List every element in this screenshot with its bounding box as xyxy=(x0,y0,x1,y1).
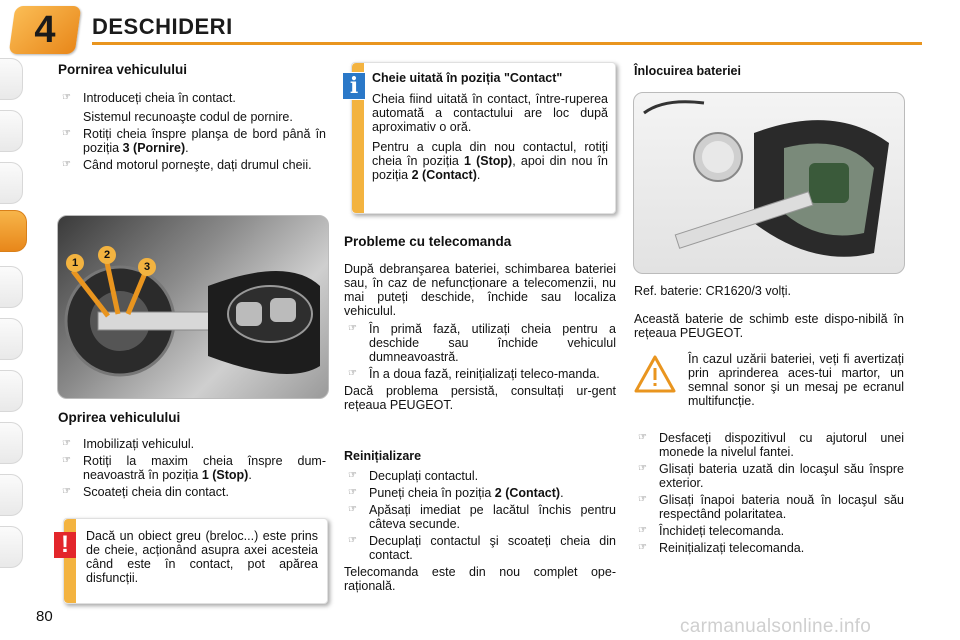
list-item: ☞ Apăsați imediat pe lacătul închis pentru câteva secunde. xyxy=(348,503,616,531)
list-item: ☞ Introduceți cheia în contact. Sistemul recunoaşte codul de pornire. xyxy=(62,91,293,124)
reinit-section xyxy=(344,449,616,593)
side-tab-6[interactable] xyxy=(0,318,23,360)
key-position-label-3: 3 xyxy=(138,258,156,276)
key-position-label-1: 1 xyxy=(66,254,84,272)
side-tab-4-active[interactable] xyxy=(0,210,27,252)
list-item: ☞ Glisați bateria uzată din locaşul său înspre exterior. xyxy=(638,462,904,490)
pointing-hand-icon: ☞ xyxy=(348,470,357,481)
remote-list xyxy=(344,322,616,381)
start-heading: Pornirea vehiculului xyxy=(58,62,188,77)
pointing-hand-icon: ☞ xyxy=(62,128,71,139)
pointing-hand-icon: ☞ xyxy=(348,535,357,546)
chapter-side-tabs xyxy=(0,58,34,578)
side-tab-7[interactable] xyxy=(0,370,23,412)
list-item: ☞ Reinițializați telecomanda. xyxy=(638,541,805,555)
reinit-heading: Reinițializare xyxy=(344,449,422,463)
battery-warning: În cazul uzării bateriei, veți fi avertizați prin aprinderea aces-tui martor, un semnal sonor şi un mesaj pe ecranul multifuncție. xyxy=(688,352,904,408)
ignition-key-illustration xyxy=(58,216,328,398)
pointing-hand-icon: ☞ xyxy=(638,494,647,505)
key-position-label-2: 2 xyxy=(98,246,116,264)
warning-box xyxy=(63,518,328,604)
battery-dispose: Această baterie de schimb este dispo-nibilă în rețeaua PEUGEOT. xyxy=(634,312,904,340)
remote-intro: După debranşarea bateriei, schimbarea bateriei sau, în caz de nefuncționare a telecomenzii, nu mai puteți deschide, închide sau localiza vehiculul. xyxy=(344,262,616,318)
pointing-hand-icon: ☞ xyxy=(638,525,647,536)
pointing-hand-icon: ☞ xyxy=(62,486,71,497)
stop-list xyxy=(58,437,326,499)
pointing-hand-icon: ☞ xyxy=(348,323,357,334)
warning-triangle-icon xyxy=(634,354,676,394)
battery-replacement-image xyxy=(633,92,905,274)
list-item: ☞ În a doua fază, reinițializați teleco-manda. xyxy=(348,367,600,381)
info-title: Cheie uitată în poziția "Contact" xyxy=(372,71,563,85)
list-item: ☞ Imobilizați vehiculul. xyxy=(62,437,195,451)
pointing-hand-icon: ☞ xyxy=(638,463,647,474)
list-item: ☞ Rotiți cheia înspre planşa de bord până în poziția 3 (Pornire). xyxy=(62,127,326,155)
footer-watermark: carmanualsonline.info xyxy=(680,616,872,637)
reinit-list xyxy=(344,469,616,562)
list-item: ☞ Rotiți la maxim cheia înspre dum-neavoastră în poziția 1 (Stop). xyxy=(62,454,326,482)
warning-text: Dacă un obiect greu (breloc...) este prins de cheie, acționând asupra axei acesteia când este în contact, pot apărea disfuncții. xyxy=(86,529,318,585)
pointing-hand-icon: ☞ xyxy=(348,487,357,498)
remote-section xyxy=(344,234,616,412)
side-tab-3[interactable] xyxy=(0,162,23,204)
list-item: ☞ Scoateți cheia din contact. xyxy=(62,485,229,499)
side-tab-5[interactable] xyxy=(0,266,23,308)
list-item: ☞ Închideți telecomanda. xyxy=(638,524,785,538)
reinit-outro: Telecomanda este din nou complet ope-rațională. xyxy=(344,565,616,593)
list-item: ☞ Glisați înapoi bateria nouă în locaşul său respectând polaritatea. xyxy=(638,493,904,521)
list-item: ☞ Decuplați contactul şi scoateți cheia din contact. xyxy=(348,534,616,562)
remote-heading: Probleme cu telecomanda xyxy=(344,234,512,249)
chapter-number: 4 xyxy=(34,9,56,51)
side-tab-9[interactable] xyxy=(0,474,23,516)
pointing-hand-icon: ☞ xyxy=(638,542,647,553)
pointing-hand-icon: ☞ xyxy=(62,438,71,449)
pointing-hand-icon: ☞ xyxy=(348,368,357,379)
list-item: ☞ Când motorul porneşte, dați drumul cheii. xyxy=(62,158,312,172)
battery-heading: Înlocuirea bateriei xyxy=(634,64,741,78)
stop-section xyxy=(58,410,326,502)
info-icon: i xyxy=(342,72,366,100)
ignition-key-image xyxy=(57,215,329,399)
pointing-hand-icon: ☞ xyxy=(62,455,71,466)
start-section xyxy=(58,62,326,175)
pointing-hand-icon: ☞ xyxy=(62,159,71,170)
info-paragraph-1: Cheia fiind uitată în contact, între-ruperea automată a contactului are loc după aproximativ o oră. xyxy=(372,92,608,134)
list-item: ☞ Desfaceți dispozitivul cu ajutorul unei monede la nivelul fantei. xyxy=(638,431,904,459)
exclamation-icon: ! xyxy=(54,532,76,558)
remote-outro: Dacă problema persistă, consultați ur-gent rețeaua PEUGEOT. xyxy=(344,384,616,412)
pointing-hand-icon: ☞ xyxy=(62,92,71,103)
side-tab-8[interactable] xyxy=(0,422,23,464)
list-item: ☞ Puneți cheia în poziția 2 (Contact). xyxy=(348,486,564,500)
info-box xyxy=(351,62,616,214)
start-list xyxy=(58,91,326,172)
battery-list xyxy=(634,431,904,558)
chapter-badge xyxy=(9,6,82,54)
battery-ref: Ref. baterie: CR1620/3 volți. xyxy=(634,284,792,298)
info-paragraph-2: Pentru a cupla din nou contactul, rotiți cheia în poziția 1 (Stop), apoi din nou în poziția 2 (Contact). xyxy=(372,140,608,182)
side-tab-2[interactable] xyxy=(0,110,23,152)
header-rule xyxy=(92,42,922,45)
list-item: ☞ Decuplați contactul. xyxy=(348,469,479,483)
pointing-hand-icon: ☞ xyxy=(638,432,647,443)
side-tab-10[interactable] xyxy=(0,526,23,568)
page-title: DESCHIDERI xyxy=(92,14,233,39)
list-item: ☞ În primă fază, utilizați cheia pentru a deschide sau închide vehiculul dumneavoastră. xyxy=(348,322,616,364)
pointing-hand-icon: ☞ xyxy=(348,504,357,515)
page-number: 80 xyxy=(36,608,53,625)
stop-heading: Oprirea vehiculului xyxy=(58,410,181,425)
remote-key-illustration xyxy=(634,93,904,273)
side-tab-1[interactable] xyxy=(0,58,23,100)
